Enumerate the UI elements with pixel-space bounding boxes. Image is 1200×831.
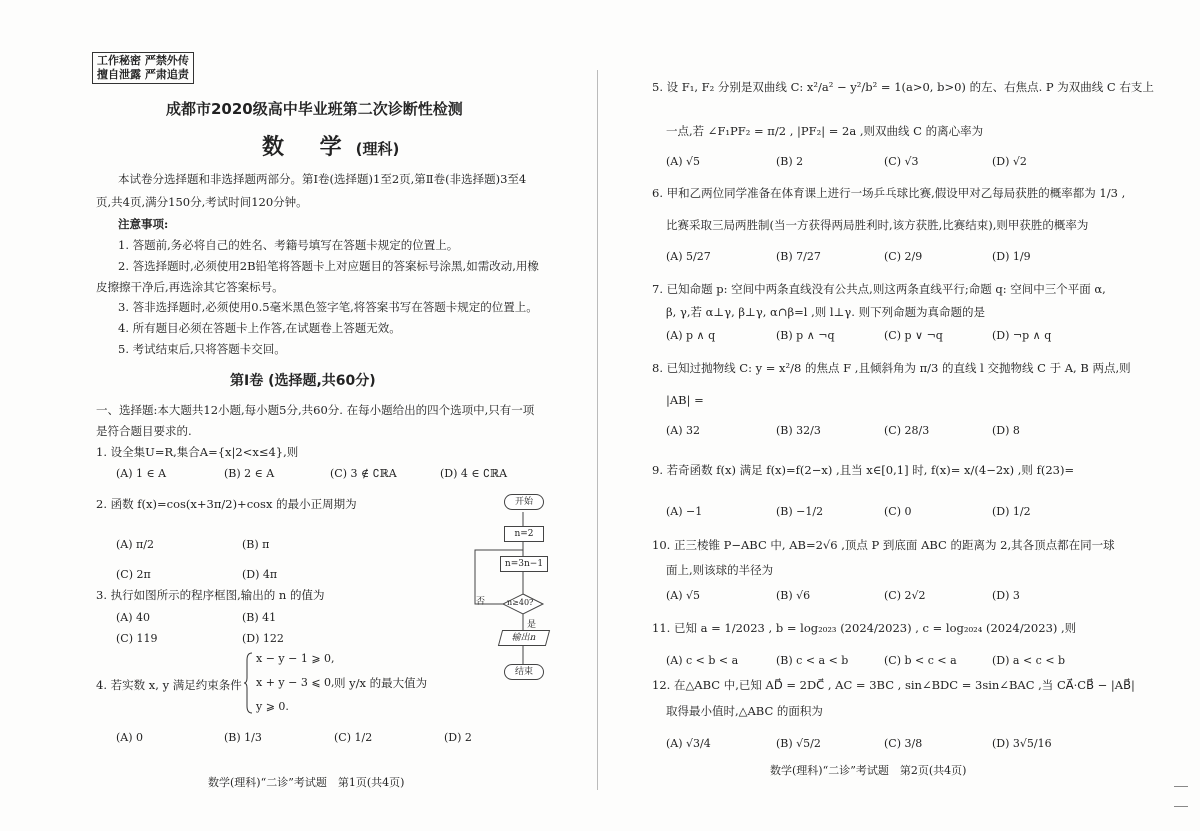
flowchart-lines bbox=[460, 490, 570, 690]
q3-option-c: (C) 119 bbox=[116, 632, 158, 645]
q5-line-2: 一点,若 ∠F₁PF₂ = π/2 , |PF₂| = 2a ,则双曲线 C 的离心率为 bbox=[666, 124, 984, 138]
q10-option-c: (C) 2√2 bbox=[884, 589, 926, 602]
q2-option-d: (D) 4π bbox=[242, 568, 278, 581]
flow-step: n=3n−1 bbox=[500, 556, 548, 572]
q10-line-2: 面上,则该球的半径为 bbox=[666, 563, 774, 577]
footer-left: 数学(理科)“二诊”考试题 第1页(共4页) bbox=[208, 776, 405, 789]
q1-option-b: (B) 2 ∈ A bbox=[224, 467, 275, 480]
subject-note: (理科) bbox=[355, 140, 400, 158]
q4-option-a: (A) 0 bbox=[116, 731, 144, 744]
q11-line-1: 11. 已知 a = 1/2023 , b = log₂₀₂₃ (2024/2023) , c = log₂₀₂₄ (2024/2023) ,则 bbox=[652, 621, 1077, 635]
intro-line-1: 本试卷分选择题和非选择题两部分。第Ⅰ卷(选择题)1至2页,第Ⅱ卷(非选择题)3至4 bbox=[118, 172, 527, 186]
q12-option-b: (B) √5/2 bbox=[776, 737, 821, 750]
q9-option-b: (B) −1/2 bbox=[776, 505, 824, 518]
q8-line-2: |AB| = bbox=[666, 393, 704, 407]
flow-end: 结束 bbox=[504, 664, 544, 680]
stamp-line-1: 工作秘密 严禁外传 bbox=[97, 54, 189, 67]
q7-option-d: (D) ¬p ∧ q bbox=[992, 329, 1052, 342]
q4-condition-3: y ⩾ 0. bbox=[256, 700, 289, 713]
notice-2a: 2. 答选择题时,必须使用2B铅笔将答题卡上对应题目的答案标号涂黑,如需改动,用橡 bbox=[118, 259, 539, 273]
q12-option-c: (C) 3/8 bbox=[884, 737, 923, 750]
q2-stem: 2. 函数 f(x)=cos(x+3π/2)+cosx 的最小正周期为 bbox=[96, 497, 357, 511]
flow-init: n=2 bbox=[504, 526, 544, 542]
q3-stem: 3. 执行如图所示的程序框图,输出的 n 的值为 bbox=[96, 588, 325, 602]
q8-option-c: (C) 28/3 bbox=[884, 424, 930, 437]
q3-option-a: (A) 40 bbox=[116, 611, 151, 624]
page-divider bbox=[597, 70, 598, 790]
q4-stem: 4. 若实数 x, y 满足约束条件 bbox=[96, 678, 242, 692]
part1-line-1: 一、选择题:本大题共12小题,每小题5分,共60分. 在每小题给出的四个选项中,只有一项 bbox=[96, 403, 535, 417]
q8-option-b: (B) 32/3 bbox=[776, 424, 821, 437]
q10-option-d: (D) 3 bbox=[992, 589, 1020, 602]
q9-option-a: (A) −1 bbox=[666, 505, 703, 518]
q11-option-c: (C) b < c < a bbox=[884, 654, 957, 667]
q8-line-1: 8. 已知过抛物线 C: y = x²/8 的焦点 F ,且倾斜角为 π/3 的直线 l 交抛物线 C 于 A, B 两点,则 bbox=[652, 361, 1131, 375]
q9-option-d: (D) 1/2 bbox=[992, 505, 1031, 518]
notice-4: 4. 所有题目必须在答题卡上作答,在试题卷上答题无效。 bbox=[118, 321, 401, 335]
q10-option-a: (A) √5 bbox=[666, 589, 701, 602]
flow-no-label: 否 bbox=[476, 597, 486, 607]
q4-option-c: (C) 1/2 bbox=[334, 731, 373, 744]
q7-line-2: β, γ,若 α⊥γ, β⊥γ, α∩β=l ,则 l⊥γ. 则下列命题为真命题的是 bbox=[666, 305, 986, 319]
q7-option-a: (A) p ∧ q bbox=[666, 329, 716, 342]
binding-edge-mark bbox=[1174, 806, 1188, 807]
notice-5: 5. 考试结束后,只将答题卡交回。 bbox=[118, 342, 286, 356]
section-title: 第Ⅰ卷 (选择题,共60分) bbox=[230, 373, 376, 389]
q7-option-b: (B) p ∧ ¬q bbox=[776, 329, 835, 342]
q6-option-d: (D) 1/9 bbox=[992, 250, 1031, 263]
flow-yes-label: 是 bbox=[527, 620, 537, 630]
q5-option-d: (D) √2 bbox=[992, 155, 1027, 168]
footer-right: 数学(理科)“二诊”考试题 第2页(共4页) bbox=[770, 764, 967, 777]
q3-option-d: (D) 122 bbox=[242, 632, 284, 645]
q12-option-d: (D) 3√5/16 bbox=[992, 737, 1052, 750]
q6-option-a: (A) 5/27 bbox=[666, 250, 711, 263]
doc-title: 成都市2020级高中毕业班第二次诊断性检测 bbox=[166, 100, 463, 118]
q1-option-a: (A) 1 ∈ A bbox=[116, 467, 167, 480]
q1-option-c: (C) 3 ∉ ∁ℝA bbox=[330, 467, 397, 480]
q3-option-b: (B) 41 bbox=[242, 611, 277, 624]
flow-condition: n≥40? bbox=[507, 598, 534, 607]
flow-output: 输出n bbox=[498, 630, 550, 646]
q6-line-2: 比赛采取三局两胜制(当一方获得两局胜利时,该方获胜,比赛结束),则甲获胜的概率为 bbox=[666, 218, 1089, 232]
q4-condition-2: x + y − 3 ⩽ 0, bbox=[256, 676, 335, 689]
q11-option-d: (D) a < c < b bbox=[992, 654, 1066, 667]
q1-stem: 1. 设全集U=R,集合A={x|2<x≤4},则 bbox=[96, 445, 299, 459]
subject-title bbox=[262, 130, 399, 161]
flow-start: 开始 bbox=[504, 494, 544, 510]
q12-line-2: 取得最小值时,△ABC 的面积为 bbox=[666, 704, 823, 718]
q4-condition-1: x − y − 1 ⩾ 0, bbox=[256, 652, 335, 665]
q6-option-b: (B) 7/27 bbox=[776, 250, 821, 263]
q8-option-d: (D) 8 bbox=[992, 424, 1020, 437]
flowchart bbox=[460, 490, 570, 690]
stamp-line-2: 擅自泄露 严肃追责 bbox=[97, 68, 189, 81]
q6-option-c: (C) 2/9 bbox=[884, 250, 923, 263]
q5-option-c: (C) √3 bbox=[884, 155, 919, 168]
q7-option-c: (C) p ∨ ¬q bbox=[884, 329, 943, 342]
notice-2b: 皮擦擦干净后,再选涂其它答案标号。 bbox=[96, 280, 284, 294]
q10-line-1: 10. 正三棱锥 P−ABC 中, AB=2√6 ,顶点 P 到底面 ABC 的距离为 2,其各顶点都在同一球 bbox=[652, 538, 1115, 552]
q1-option-d: (D) 4 ∈ ∁ℝA bbox=[440, 467, 508, 480]
q2-option-a: (A) π/2 bbox=[116, 538, 154, 551]
q4-option-b: (B) 1/3 bbox=[224, 731, 262, 744]
intro-line-2: 页,共4页,满分150分,考试时间120分钟。 bbox=[96, 195, 308, 209]
q11-option-b: (B) c < a < b bbox=[776, 654, 849, 667]
q9-option-c: (C) 0 bbox=[884, 505, 912, 518]
q9-line-1: 9. 若奇函数 f(x) 满足 f(x)=f(2−x) ,且当 x∈[0,1] 时, f(x)= x/(4−2x) ,则 f(23)= bbox=[652, 463, 1075, 477]
q12-option-a: (A) √3/4 bbox=[666, 737, 711, 750]
security-stamp bbox=[92, 52, 194, 84]
notice-3: 3. 答非选择题时,必须使用0.5毫米黑色签字笔,将答案书写在答题卡规定的位置上。 bbox=[118, 300, 538, 314]
q11-option-a: (A) c < b < a bbox=[666, 654, 739, 667]
q10-option-b: (B) √6 bbox=[776, 589, 811, 602]
q4-option-d: (D) 2 bbox=[444, 731, 472, 744]
notice-title: 注意事项: bbox=[118, 217, 169, 231]
q5-line-1: 5. 设 F₁, F₂ 分别是双曲线 C: x²/a² − y²/b² = 1(a>0, b>0) 的左、右焦点. P 为双曲线 C 右支上 bbox=[652, 80, 1154, 94]
q5-option-a: (A) √5 bbox=[666, 155, 701, 168]
q8-option-a: (A) 32 bbox=[666, 424, 701, 437]
q4-brace bbox=[244, 652, 254, 714]
q7-line-1: 7. 已知命题 p: 空间中两条直线没有公共点,则这两条直线平行;命题 q: 空间中三个平面 α, bbox=[652, 282, 1106, 296]
part1-line-2: 是符合题目要求的. bbox=[96, 424, 192, 438]
q5-option-b: (B) 2 bbox=[776, 155, 804, 168]
subject-name: 数 学 bbox=[262, 135, 356, 160]
q2-option-b: (B) π bbox=[242, 538, 270, 551]
q4-tail: 则 y/x 的最大值为 bbox=[334, 676, 428, 690]
notice-1: 1. 答题前,务必将自己的姓名、考籍号填写在答题卡规定的位置上。 bbox=[118, 238, 459, 252]
binding-edge-mark bbox=[1174, 786, 1188, 787]
q2-option-c: (C) 2π bbox=[116, 568, 151, 581]
q6-line-1: 6. 甲和乙两位同学准备在体育课上进行一场乒乓球比赛,假设甲对乙每局获胜的概率都为 1/3 , bbox=[652, 186, 1126, 200]
q12-line-1: 12. 在△ABC 中,已知 AD⃗ = 2DC⃗ , AC = 3BC , sin∠BDC = 3sin∠BAC ,当 CA⃗·CB⃗ − |AB⃗| bbox=[652, 678, 1135, 692]
